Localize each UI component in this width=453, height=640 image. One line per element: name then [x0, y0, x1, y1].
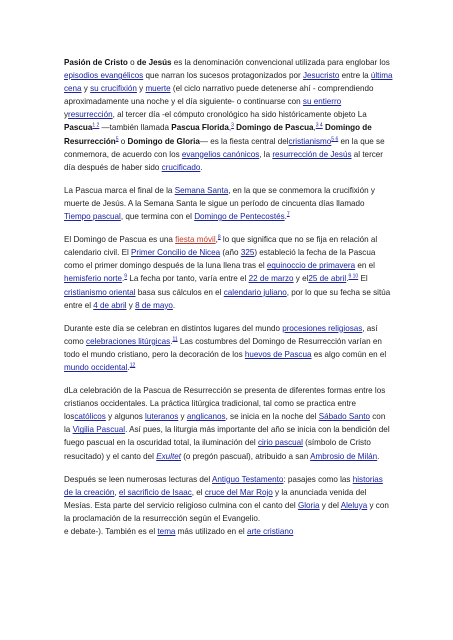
footnote-ref[interactable]: 7 [286, 211, 290, 218]
footnote-ref[interactable]: 3 4 [315, 122, 323, 129]
link-tema[interactable]: tema [157, 527, 176, 536]
text-run: (o pregón pascual), atribuido a san [180, 451, 311, 461]
text-run: y [178, 412, 187, 422]
text-run: e debate-). También es el [64, 527, 158, 536]
link-vigilia-pascual[interactable]: Vigilia Pascual [72, 425, 126, 435]
text-run: La Pascua marca el final de la [64, 185, 175, 195]
text-run: más utilizado en el [175, 527, 247, 536]
link-cruce-del-mar-rojo[interactable]: cruce del Mar Rojo [204, 487, 273, 497]
paragraph-procesiones [64, 322, 393, 374]
footnote-ref[interactable]: 3 [231, 122, 234, 129]
footnote-ref[interactable]: 1 2 [92, 122, 100, 129]
text-run: al tercer día después de haber sido [64, 149, 384, 172]
link-4-de-abril[interactable]: 4 de abril [93, 300, 127, 310]
bold-term: Domingo de Gloria [127, 136, 200, 146]
footnote-ref[interactable]: 11 [172, 336, 178, 343]
link-gloria[interactable]: Gloria [297, 500, 320, 510]
link-cirio-pascual[interactable]: cirio pascual [257, 438, 303, 448]
text-run: o [127, 58, 137, 67]
text-run: basa sus cálculos en el [135, 287, 224, 297]
text-run: Durante este día se celebran en distintos lugares del mundo [64, 323, 283, 333]
link-huevos-de-pascua[interactable]: huevos de Pascua [244, 349, 312, 359]
text-run: y el [293, 274, 309, 284]
text-run: . Así pues, la liturgia más importante del año se inicia con la bendición del fuego pascual en la oscuridad total, la iluminación del [64, 425, 390, 448]
link-25-de-abril[interactable]: 25 de abril [308, 274, 347, 284]
paragraph-pasion-pascua [64, 56, 393, 174]
text-run: El [358, 274, 368, 284]
footnote-ref[interactable]: 8 [217, 234, 221, 241]
text-run: : pasajes como las [283, 474, 353, 484]
bold-term: de Jesús [136, 58, 172, 67]
bold-term: Pasión de Cristo [64, 58, 128, 67]
text-run: , la [259, 149, 273, 159]
link-evangelios-canonicos[interactable]: evangelios canónicos [181, 149, 260, 159]
text-run: , así como [64, 323, 378, 346]
link-cristianismo-oriental[interactable]: cristianismo oriental [64, 287, 136, 297]
link-historias-de-la-creacion[interactable]: historias de la creación [64, 474, 383, 497]
text-run: , el [191, 487, 205, 497]
text-run: . [127, 362, 130, 372]
text-run: y algunos [105, 412, 146, 422]
link-antiguo-testamento[interactable]: Antiguo Testamento [212, 474, 284, 484]
link-22-de-marzo[interactable]: 22 de marzo [248, 274, 294, 284]
bold-term: Pascua [64, 123, 93, 133]
link-primer-concilio-de-nicea[interactable]: Primer Concilio de Nicea [131, 248, 221, 258]
link-anglicanos[interactable]: anglicanos [186, 412, 226, 422]
link-luteranos[interactable]: luteranos [145, 412, 179, 422]
text-run: y [81, 84, 91, 94]
text-run: o [118, 136, 128, 146]
link-semana-santa[interactable]: Semana Santa [174, 185, 229, 195]
text-run: El Domingo de Pascua es una [64, 235, 176, 245]
link-muerte[interactable]: muerte [145, 84, 171, 94]
paragraph-fiesta-movil [64, 233, 393, 312]
link-episodios-evangelicos[interactable]: episodios evangélicos [64, 71, 144, 81]
text-run: con la [64, 412, 386, 435]
text-run: (símbolo de Cristo resucitado) y el canto del [64, 438, 371, 461]
text-run: , [228, 123, 232, 133]
link-su-crucifixion[interactable]: su crucifixión [90, 84, 137, 94]
link-procesiones-religiosas[interactable]: procesiones religiosas [282, 323, 363, 333]
link-arte-cristiano[interactable]: arte cristiano [246, 527, 294, 536]
link-su-entierro[interactable]: su entierro [302, 97, 342, 107]
text-run: entre la [339, 71, 371, 81]
text-run: y del [319, 500, 341, 510]
text-run: . [122, 274, 125, 284]
text-run: , se inicia en la noche del [225, 412, 319, 422]
footnote-ref[interactable]: 9 10 [348, 273, 359, 280]
text-run: , por lo que su fecha se sitúa entre el [64, 287, 391, 310]
footnote-ref[interactable]: 5 [115, 135, 119, 142]
link-domingo-de-pentecostes[interactable]: Domingo de Pentecostés [194, 212, 285, 222]
link-el-sacrificio-de-isaac[interactable]: el sacrificio de Isaac [118, 487, 192, 497]
text-run: , [215, 235, 218, 245]
link-celebraciones-liturgicas[interactable]: celebraciones litúrgicas [86, 336, 171, 346]
text-run: y con la proclamación de la resurrección según el Evangelio. [64, 500, 389, 523]
text-run: y [136, 84, 146, 94]
text-run: . [170, 336, 173, 346]
link-325[interactable]: 325 [240, 248, 255, 258]
link-cristianismo[interactable]: cristianismo [288, 136, 332, 146]
text-run: en la que se conmemora, de acuerdo con los [64, 136, 385, 159]
footnote-ref[interactable]: 5 6 [331, 135, 339, 142]
bold-term: Pascua Florida [171, 123, 229, 133]
text-run: ) estableció la fecha de la Pascua como el primer domingo después de la luna llena tras el [64, 248, 376, 271]
text-run: lo que significa que no se fija en relación al calendario civil. El [64, 235, 378, 258]
link-ultima-cena[interactable]: última cena [64, 71, 393, 94]
link-resurreccion[interactable]: resurrección [68, 110, 113, 120]
text-run: en el [355, 261, 375, 271]
paragraph-arte-cristiano [64, 525, 393, 538]
text-run: , al tercer día -el cómputo cronológico ha sido históricamente objeto La [112, 110, 367, 120]
text-run: (año [220, 248, 241, 258]
link-calendario-juliano[interactable]: calendario juliano [223, 287, 287, 297]
text-run: es la denominación convencional utilizada para englobar los [171, 58, 390, 67]
link-mundo-occidental[interactable]: mundo occidental [64, 362, 128, 372]
text-run: , en la que se conmemora la crucifixión y muerte de Jesús. A la Semana Santa le sigue un período de cincuenta días llamado [64, 185, 375, 208]
link-exultet[interactable]: Exultet [156, 451, 181, 461]
text-run: . [346, 274, 349, 284]
link-crucificado[interactable]: crucificado [161, 162, 201, 172]
link-equinoccio-de-primavera[interactable]: equinoccio de primavera [266, 261, 356, 271]
link-ambrosio-de-milan[interactable]: Ambrosio de Milán [310, 451, 378, 461]
text-run: . [377, 451, 380, 461]
text-run: , que termina con el [120, 212, 195, 222]
text-run: que narran los sucesos protagonizados por [143, 71, 303, 81]
link-fiesta-movil[interactable]: fiesta móvil [175, 235, 216, 245]
text-run: . [284, 212, 287, 222]
link-sabado-santo[interactable]: Sábado Santo [318, 412, 371, 422]
link-hemisferio-norte[interactable]: hemisferio norte [64, 274, 123, 284]
link-aleluya[interactable]: Aleluya [340, 500, 368, 510]
footnote-ref[interactable]: 9 [124, 273, 128, 280]
text-run: , [313, 123, 316, 133]
bold-term: Domingo de Resurrección [64, 123, 372, 146]
link-8-de-mayo[interactable]: 8 de mayo [135, 300, 173, 310]
link-jesucristo[interactable]: Jesucristo [302, 71, 340, 81]
text-run: (el ciclo narrativo puede detenerse ahí - comprendiendo aproximadamente una noche y el día siguiente- o continuarse con [64, 84, 374, 107]
text-run: y [126, 300, 136, 310]
link-tiempo-pascual[interactable]: Tiempo pascual [64, 212, 121, 222]
text-run: . [200, 162, 203, 172]
text-run: y [64, 110, 69, 120]
text-run: Las costumbres del Domingo de Resurrección varían en todo el mundo cristiano, pero la decoración de los [64, 336, 382, 359]
paragraph-celebracion [64, 384, 393, 463]
bold-term: Domingo de Pascua [236, 123, 314, 133]
text-run: y la anunciada venida del Mesías. Esta parte del servicio religioso culmina con el canto del [64, 487, 367, 510]
text-run: Después se leen numerosas lecturas del [64, 474, 213, 484]
link-resurreccion-de-jesus[interactable]: resurrección de Jesús [272, 149, 352, 159]
text-run: — es la fiesta central del [199, 136, 289, 146]
text-run: dLa celebración de la Pascua de Resurrección se presenta de diferentes formas entre los cristianos occidentales. La práctica litúrgica tradicional, tal como se practica entre los [64, 386, 386, 422]
text-run: . [172, 300, 176, 310]
text-run: —también llamada [99, 123, 172, 133]
paragraph-semana-santa [64, 184, 393, 223]
text-run: , [114, 487, 119, 497]
paragraph-lecturas [64, 473, 393, 525]
footnote-ref[interactable]: 12 [129, 362, 136, 369]
text-run: es algo común en el [311, 349, 387, 359]
text-run: La fecha por tanto, varía entre el [127, 274, 249, 284]
link-catolicos[interactable]: católicos [74, 412, 106, 422]
